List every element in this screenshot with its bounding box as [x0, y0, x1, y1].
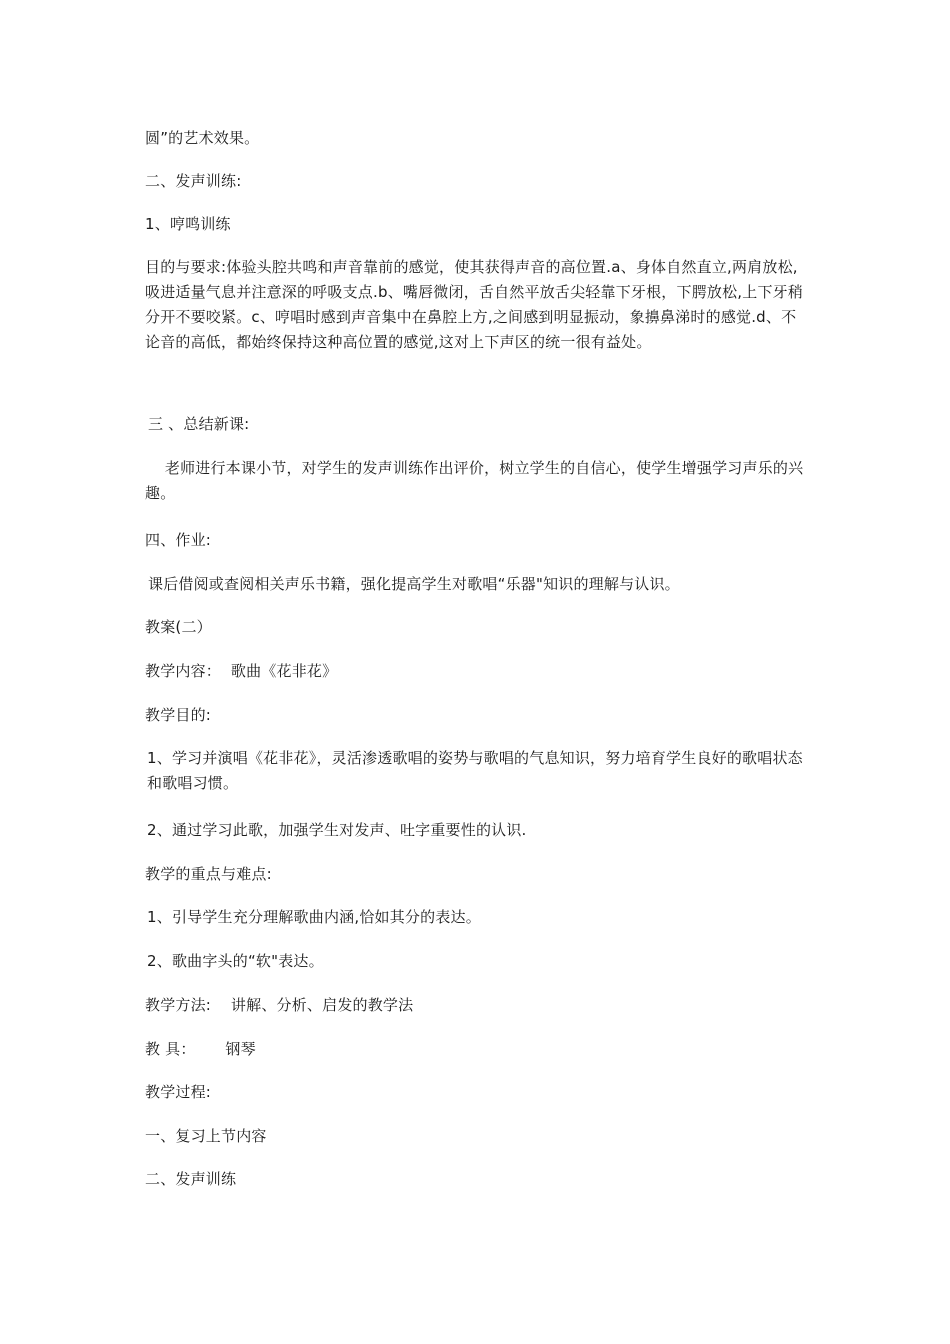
paragraph-1: 圆”的艺术效果。 [145, 129, 260, 147]
key-point-2: 2、歌曲字头的“软"表达。 [147, 952, 324, 970]
teaching-process-heading: 教学过程: [145, 1083, 212, 1101]
paragraph-homework: 课后借阅或查阅相关声乐书籍，强化提高学生对歌唱“乐器"知识的理解与认识。 [148, 575, 680, 593]
paragraph-summary: 老师进行本课小节，对学生的发声训练作出评价，树立学生的自信心，使学生增强学习声乐的兴趣。 [145, 459, 804, 502]
lesson-plan-title: 教案(二） [145, 618, 212, 636]
paragraph-humming-goals: 目的与要求:体验头腔共鸣和声音靠前的感觉，使其获得声音的高位置.a、身体自然直立,两肩放松,吸进适量气息并注意深的呼吸支点.b、嘴唇微闭，舌自然平放舌尖轻靠下牙根，下腭放松,上下牙稍分开不要咬紧。c、哼唱时感到声音集中在鼻腔上方,之间感到明显振动，象擤鼻涕时的感觉.d、不论音的高低，都始终保持这种高位置的感觉,这对上下声区的统一很有益处。 [145, 258, 804, 351]
key-points-heading: 教学的重点与难点: [145, 865, 272, 883]
subheading-humming: 1、哼鸣训练 [145, 215, 231, 233]
teaching-content: 教学内容： 歌曲《花非花》 [145, 662, 338, 680]
teaching-goals-heading: 教学目的: [145, 706, 212, 724]
section-heading-4: 四、作业: [145, 531, 212, 549]
process-step-2: 二、发声训练 [145, 1170, 237, 1188]
section-heading-2: 二、发声训练: [145, 172, 242, 190]
key-point-1: 1、引导学生充分理解歌曲内涵,恰如其分的表达。 [147, 908, 481, 926]
process-step-1: 一、复习上节内容 [145, 1127, 267, 1145]
section-heading-3: 三 、总结新课: [148, 415, 250, 433]
teaching-goal-1: 1、学习并演唱《花非花》，灵活渗透歌唱的姿势与歌唱的气息知识，努力培育学生良好的歌唱状态和歌唱习惯。 [147, 749, 803, 792]
teaching-tools: 教 具： 钢琴 [145, 1040, 256, 1058]
teaching-goal-2: 2、通过学习此歌，加强学生对发声、吐字重要性的认识. [147, 821, 527, 839]
teaching-method: 教学方法: 讲解、分析、启发的教学法 [145, 996, 414, 1014]
